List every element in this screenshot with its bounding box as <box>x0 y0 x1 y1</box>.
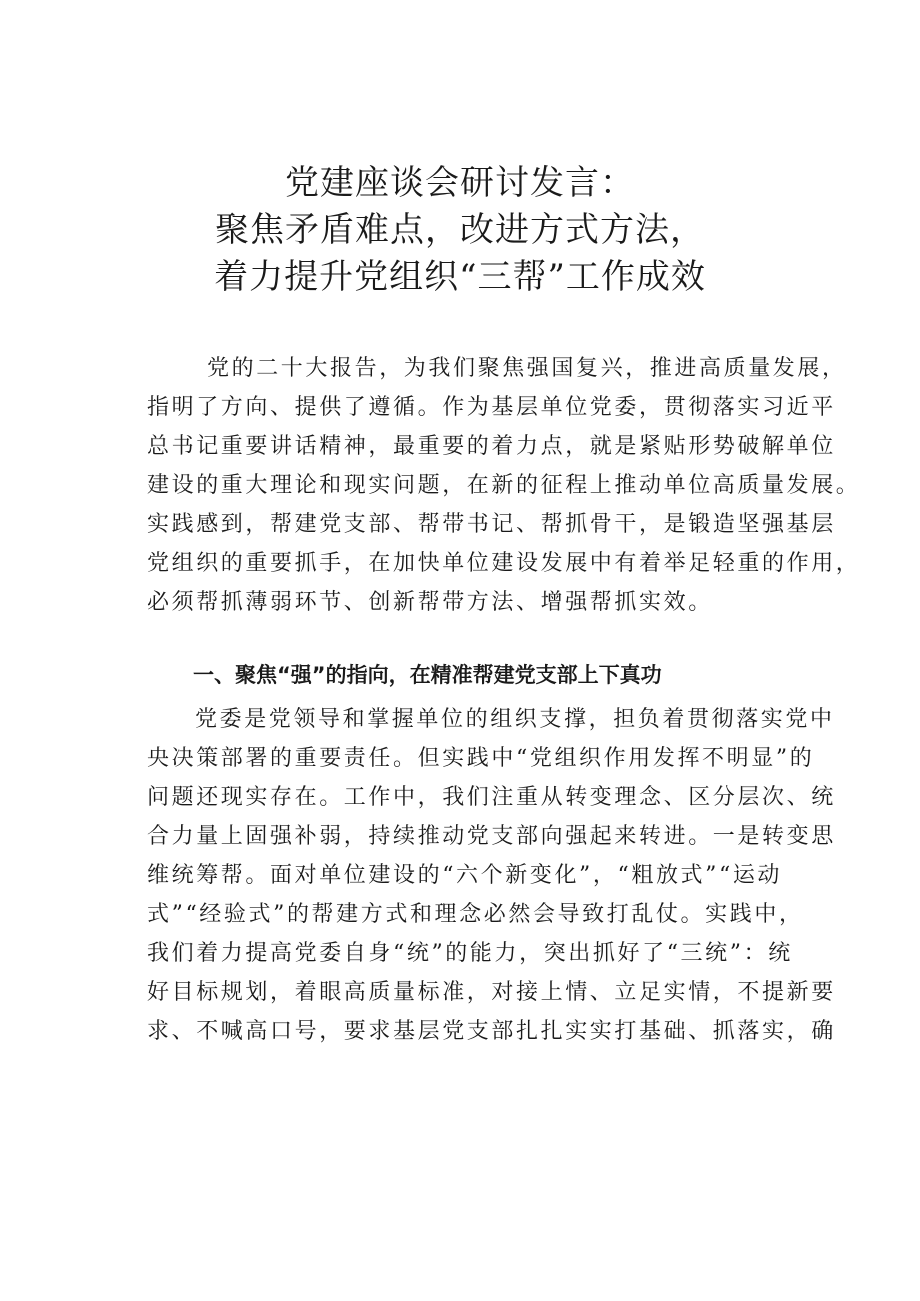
paragraph-line: 党委是党领导和掌握单位的组织支撑，担负着贯彻落实党中 <box>195 707 835 732</box>
paragraph-line: 党的二十大报告，为我们聚焦强国复兴，推进高质量发展， <box>207 356 847 381</box>
paragraph-line: 实践感到，帮建党支部、帮带书记、帮抓骨干，是锻造坚强基层 <box>147 512 836 537</box>
paragraph-line: 建设的重大理论和现实问题，在新的征程上推动单位高质量发展。 <box>147 473 861 498</box>
paragraph-line: 必须帮抓薄弱环节、创新帮带方法、增强帮抓实效。 <box>147 590 713 615</box>
title-line-1: 党建座谈会研讨发言： <box>285 163 635 203</box>
paragraph-line: 指明了方向、提供了遵循。作为基层单位党委，贯彻落实习近平 <box>147 395 836 420</box>
title-line-3: 着力提升党组织“三帮”工作成效 <box>214 257 706 297</box>
paragraph-line: 问题还现实存在。工作中，我们注重从转变理念、区分层次、统 <box>147 785 836 810</box>
paragraph-line: 维统筹帮。面对单位建设的“六个新变化”，“粗放式”“运动 <box>147 863 783 888</box>
paragraph-line: 合力量上固强补弱，持续推动党支部向强起来转进。一是转变思 <box>147 824 836 849</box>
paragraph-line: 党组织的重要抓手，在加快单位建设发展中有着举足轻重的作用， <box>147 551 861 576</box>
paragraph-line: 我们着力提高党委自身“统”的能力，突出抓好了“三统”：统 <box>147 941 793 966</box>
paragraph-line: 央决策部署的重要责任。但实践中“党组织作用发挥不明显”的 <box>147 746 815 771</box>
paragraph-line: 式”“经验式”的帮建方式和理念必然会导致打乱仗。实践中， <box>147 902 804 927</box>
section-heading: 一、聚焦“强”的指向，在精准帮建党支部上下真功 <box>193 663 662 687</box>
section-paragraph <box>147 700 836 1051</box>
paragraph-line: 好目标规划，着眼高质量标准，对接上情、立足实情，不提新要 <box>147 980 836 1005</box>
title-line-2: 聚焦矛盾难点，改进方式方法， <box>215 210 705 250</box>
paragraph-line: 求、不喊高口号，要求基层党支部扎扎实实打基础、抓落实，确 <box>147 1019 836 1044</box>
paragraph-line: 总书记重要讲话精神，最重要的着力点，就是紧贴形势破解单位 <box>147 434 836 459</box>
intro-paragraph <box>147 349 861 622</box>
document-title <box>0 160 920 301</box>
